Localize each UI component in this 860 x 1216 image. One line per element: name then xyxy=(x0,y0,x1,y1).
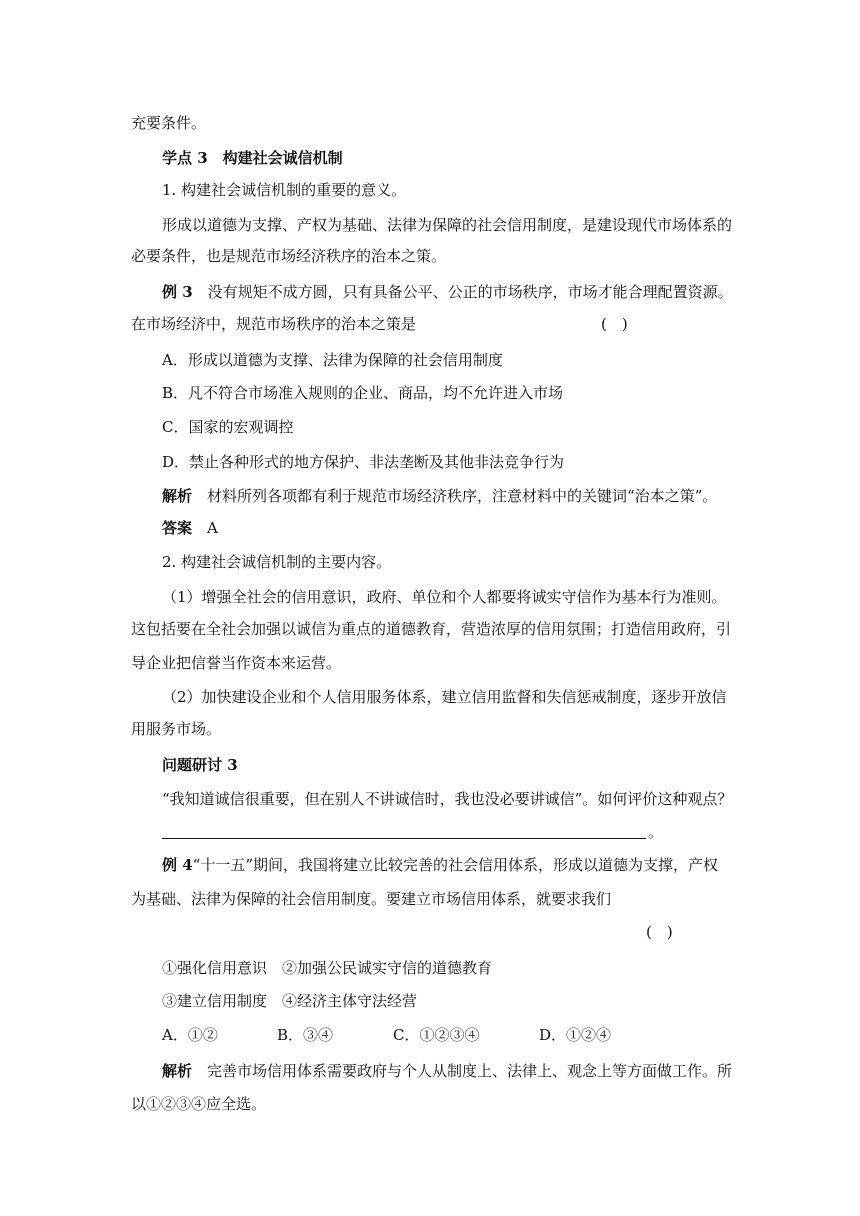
example-3-question xyxy=(162,282,733,302)
paragraph-line: 用服务市场。 xyxy=(131,720,222,738)
option-a: A．形成以道德为支撑、法律为保障的社会信用制度 xyxy=(162,351,503,369)
analysis-label: 解析 xyxy=(162,1062,193,1080)
blank-end-period: 。 xyxy=(648,823,664,841)
analysis-label: 解析 xyxy=(162,487,193,505)
discussion-question: “我知道诚信很重要，但在别人不讲诚信时，我也没必要讲诚信”。如何评价这种观点？ xyxy=(162,790,733,808)
example-4-question xyxy=(162,855,718,875)
example-label: 例 3 xyxy=(162,283,193,301)
discussion-heading: 问题研讨 3 xyxy=(162,756,238,774)
paragraph-line: （1）增强全社会的信用意识，政府、单位和个人都要将诚实守信作为基本行为准则。 xyxy=(162,588,727,606)
question-text: 为基础、法律为保障的社会信用制度。要建立市场信用体系，就要求我们 xyxy=(131,890,612,908)
choice-b: B．③④ xyxy=(277,1026,334,1044)
answer-blank-line xyxy=(162,838,646,839)
analysis-text: 完善市场信用体系需要政府与个人从制度上、法律上、观念上等方面做工作。所 xyxy=(192,1062,733,1080)
paragraph-line: 这包括要在全社会加强以诚信为重点的道德教育，营造浓厚的信用氛围；打造信用政府，引 xyxy=(131,620,732,638)
answer-bracket: ( ) xyxy=(646,923,673,941)
choice-d: D．①②④ xyxy=(539,1026,612,1044)
paragraph-line: 导企业把信誉当作资本来运营。 xyxy=(131,654,342,672)
example-label: 例 4 xyxy=(162,856,193,874)
statement-line: ①强化信用意识 ②加强公民诚实守信的道德教育 xyxy=(162,959,493,977)
answer-label: 答案 xyxy=(162,519,193,537)
choice-a: A．①② xyxy=(162,1026,218,1044)
option-d: D．禁止各种形式的地方保护、非法垄断及其他非法竞争行为 xyxy=(162,453,565,471)
text-line: 充要条件。 xyxy=(131,114,207,132)
option-b: B．凡不符合市场准入规则的企业、商品，均不允许进入市场 xyxy=(162,384,564,402)
answer xyxy=(162,518,218,538)
subheading: 2. 构建社会诚信机制的主要内容。 xyxy=(162,553,392,571)
question-text: 在市场经济中，规范市场秩序的治本之策是 xyxy=(131,315,417,333)
analysis xyxy=(162,486,717,506)
section-heading: 学点 3 构建社会诚信机制 xyxy=(162,149,343,167)
analysis xyxy=(162,1061,732,1081)
paragraph-line: 形成以道德为支撑、产权为基础、法律为保障的社会信用制度，是建设现代市场体系的 xyxy=(162,216,733,234)
answer-bracket: ( ) xyxy=(601,315,628,333)
paragraph-line: （2）加快建设企业和个人信用服务体系，建立信用监督和失信惩戒制度，逐步开放信 xyxy=(162,688,727,706)
paragraph-line: 必要条件，也是规范市场经济秩序的治本之策。 xyxy=(131,247,447,265)
analysis-text: 材料所列各项都有利于规范市场经济秩序，注意材料中的关键词“治本之策”。 xyxy=(192,487,718,505)
choice-c: C．①②③④ xyxy=(393,1026,480,1044)
analysis-text-continued: 以①②③④应全选。 xyxy=(131,1095,267,1113)
answer-text: A xyxy=(192,519,218,537)
question-text: 没有规矩不成方圆，只有具备公平、公正的市场秩序，市场才能合理配置资源。 xyxy=(192,283,733,301)
question-text: “十一五”期间，我国将建立比较完善的社会信用体系，形成以道德为支撑，产权 xyxy=(192,856,719,874)
option-c: C．国家的宏观调控 xyxy=(162,418,294,436)
statement-line: ③建立信用制度 ④经济主体守法经营 xyxy=(162,992,418,1010)
subheading: 1. 构建社会诚信机制的重要的意义。 xyxy=(162,181,407,199)
